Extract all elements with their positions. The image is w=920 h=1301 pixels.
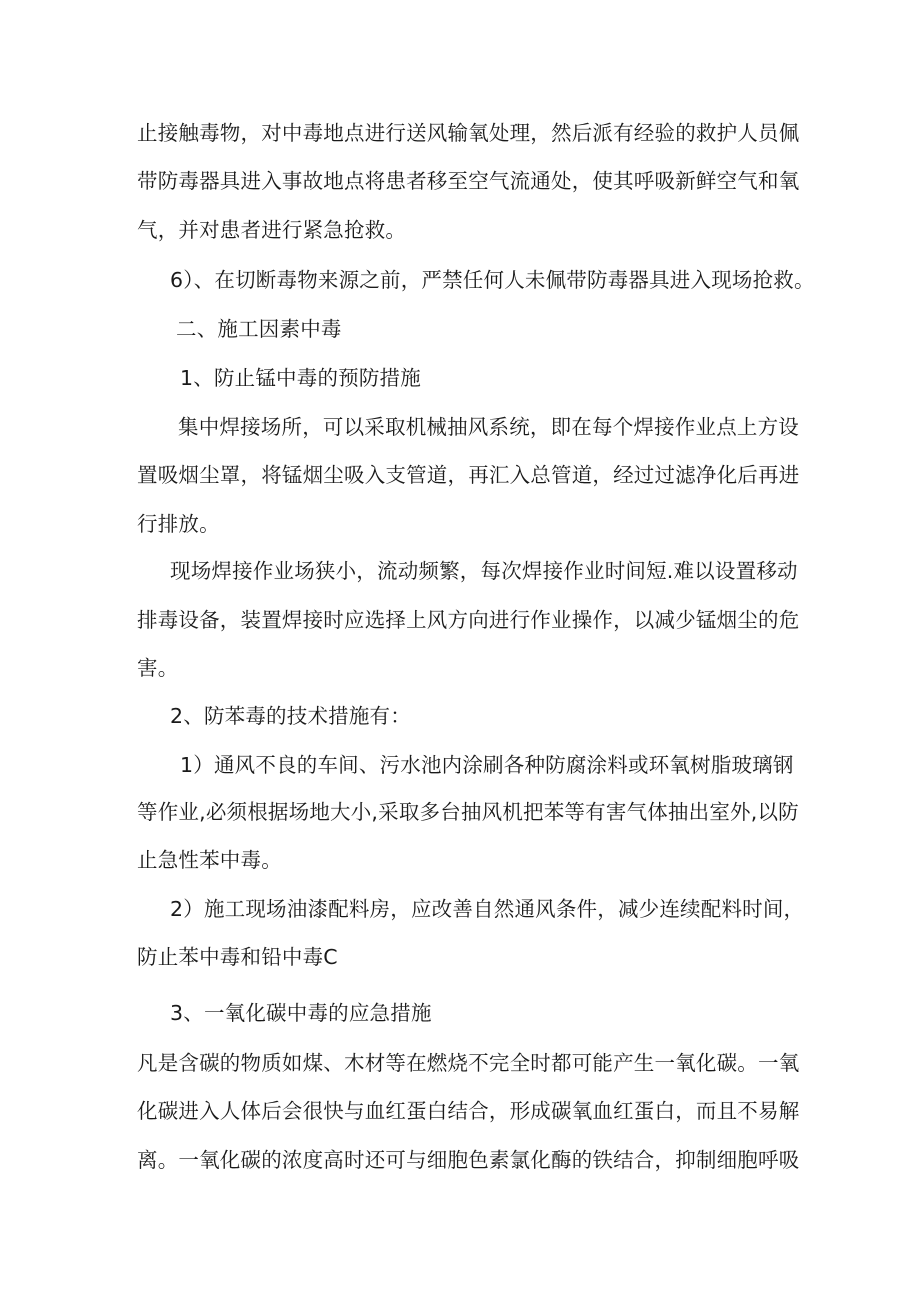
text-line: 离。一氧化碳的浓度高时还可与细胞色素氯化酶的铁结合，抑制细胞呼吸: [137, 1148, 800, 1172]
text-line: 凡是含碳的物质如煤、木材等在燃烧不完全时都可能产生一氧化碳。一氧: [137, 1051, 800, 1075]
subsection-heading: 3、一氧化碳中毒的应急措施: [170, 1001, 432, 1025]
text-line: 置吸烟尘罩，将锰烟尘吸入支管道，再汇入总管道，经过过滤净化后再进: [137, 463, 800, 487]
subsection-heading: 2、防苯毒的技术措施有：: [170, 704, 411, 728]
text-line: 气，并对患者进行紧急抢救。: [137, 218, 407, 242]
section-heading: 二、施工因素中毒: [176, 317, 342, 341]
text-line: 止急性苯中毒。: [137, 848, 282, 872]
text-line: 2）施工现场油漆配料房，应改善自然通风条件，减少连续配料时间，: [170, 897, 805, 921]
text-line: 现场焊接作业场狭小，流动频繁，每次焊接作业时间短.难以设置移动: [170, 559, 798, 583]
text-line: 防止苯中毒和铅中毒C: [137, 945, 338, 969]
text-line: 等作业,必须根据场地大小,采取多台抽风机把苯等有害气体抽出室外,以防: [137, 800, 799, 824]
text-line: 6）、在切断毒物来源之前，严禁任何人未佩带防毒器具进入现场抢救。: [170, 268, 815, 292]
text-line: 行排放。: [137, 512, 220, 536]
text-line: 排毒设备，装置焊接时应选择上风方向进行作业操作，以减少锰烟尘的危: [137, 608, 800, 632]
text-line: 害。: [137, 656, 179, 680]
text-line: 止接触毒物，对中毒地点进行送风输氧处理，然后派有经验的救护人员佩: [137, 121, 800, 145]
text-line: 集中焊接场所，可以采取机械抽风系统，即在每个焊接作业点上方设: [178, 415, 799, 439]
text-line: 化碳进入人体后会很快与血红蛋白结合，形成碳氧血红蛋白，而且不易解: [137, 1099, 800, 1123]
subsection-heading: 1、防止锰中毒的预防措施: [180, 366, 421, 390]
text-line: 1）通风不良的车间、污水池内涂刷各种防腐涂料或环氧树脂玻璃钢: [180, 753, 794, 777]
text-line: 带防毒器具进入事故地点将患者移至空气流通处，使其呼吸新鲜空气和氧: [137, 169, 800, 193]
